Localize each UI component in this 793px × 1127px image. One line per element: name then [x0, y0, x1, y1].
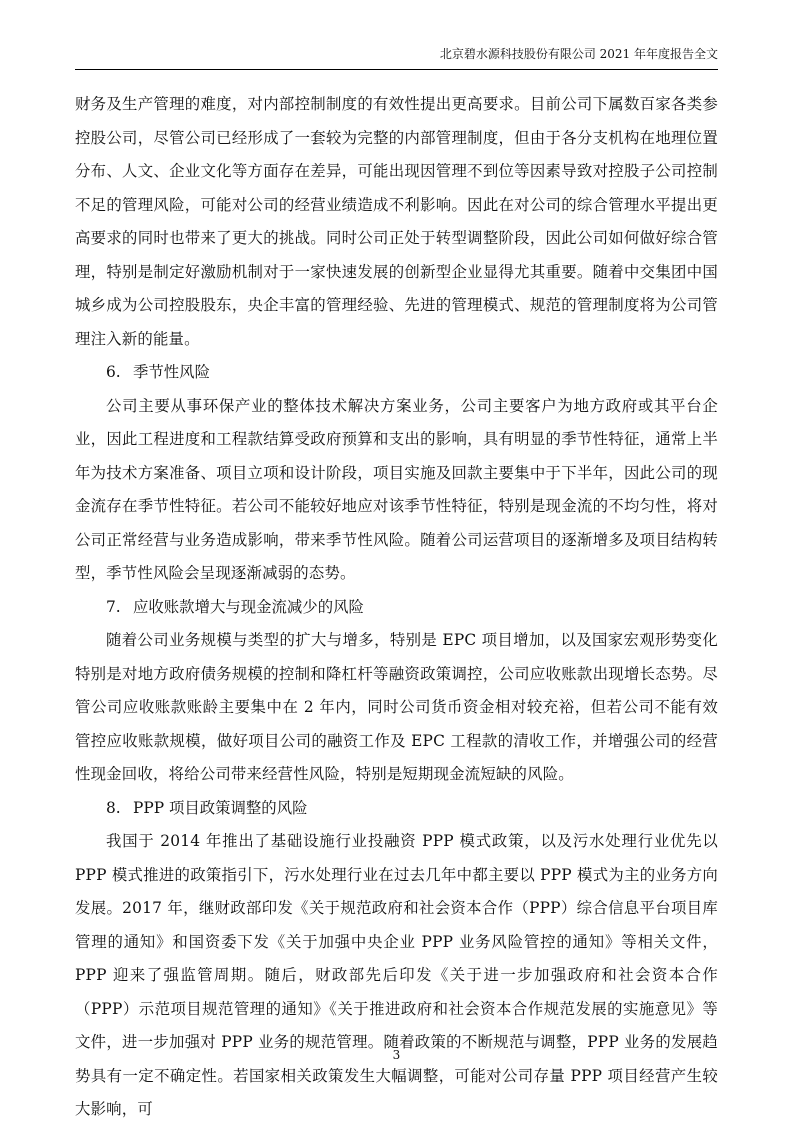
section-heading-receivables-risk: [75, 591, 718, 625]
section-title: PPP 项目政策调整的风险: [133, 798, 308, 817]
paragraph-management-risk: 财务及生产管理的难度，对内部控制制度的有效性提出更高要求。目前公司下属数百家各类参控股公司，尽管公司已经形成了一套较为完整的内部管理制度，但由于各分支机构在地理位置分布、人文、企业文化等方面存在差异，可能出现因管理不到位等因素导致对控股子公司控制不足的管理风险，可能对公司的经营业绩造成不利影响。因此在对公司的综合管理水平提出更高要求的同时也带来了更大的挑战。同时公司正处于转型调整阶段，因此公司如何做好综合管理，特别是制定好激励机制对于一家快速发展的创新型企业显得尤其重要。随着中交集团中国城乡成为公司控股股东，央企丰富的管理经验、先进的管理模式、规范的管理制度将为公司管理注入新的能量。: [75, 95, 718, 348]
section-heading-ppp-policy-risk: [75, 792, 718, 826]
paragraph-receivables-risk: 随着公司业务规模与类型的扩大与增多，特别是 EPC 项目增加，以及国家宏观形势变化特别是对地方政府债务规模的控制和降杠杆等融资政策调控，公司应收账款出现增长态势。尽管公司应收账款账龄主要集中在 2 年内，同时公司货币资金相对较充裕，但若公司不能有效管控应收账款规模，做好项目公司的融资工作及 EPC 工程款的清收工作，并增强公司的经营性现金回收，将给公司带来经营性风险，特别是短期现金流短缺的风险。: [75, 631, 718, 783]
page-number: 3: [392, 1048, 401, 1062]
header-divider: [75, 69, 718, 70]
section-heading-seasonal-risk: [75, 356, 718, 390]
section-number: 7.: [106, 597, 121, 616]
paragraph-ppp-policy-risk: 我国于 2014 年推出了基础设施行业投融资 PPP 模式政策，以及污水处理行业优先以 PPP 模式推进的政策指引下，污水处理行业在过去几年中都主要以 PPP 模式为主的业务方向发展。2017 年，继财政部印发《关于规范政府和社会资本合作（PPP）综合信息平台项目库管理的通知》和国资委下发《关于加强中央企业 PPP 业务风险管控的通知》等相关文件，PPP 迎来了强监管周期。随后，财政部先后印发《关于进一步加强政府和社会资本合作（PPP）示范项目规范管理的通知》《关于推进政府和社会资本合作规范发展的实施意见》等文件，进一步加强对 PPP 业务的规范管理。随着政策的不断规范与调整，PPP 业务的发展趋势具有一定不确定性。若国家相关政策发生大幅调整，可能对公司存量 PPP 项目经营产生较大影响，可: [75, 832, 718, 1118]
section-title: 应收账款增大与现金流减少的风险: [133, 597, 364, 616]
section-number: 8.: [106, 798, 121, 817]
section-number: 6.: [106, 363, 121, 381]
section-title: 季节性风险: [133, 363, 210, 381]
page-header: 北京碧水源科技股份有限公司 2021 年年度报告全文: [439, 47, 718, 61]
paragraph-seasonal-risk: 公司主要从事环保产业的整体技术解决方案业务，公司主要客户为地方政府或其平台企业，因此工程进度和工程款结算受政府预算和支出的影响，具有明显的季节性特征，通常上半年为技术方案准备、项目立项和设计阶段，项目实施及回款主要集中于下半年，因此公司的现金流存在季节性特征。若公司不能较好地应对该季节性特征，特别是现金流的不均匀性，将对公司正常经营与业务造成影响，带来季节性风险。随着公司运营项目的逐渐增多及项目结构转型，季节性风险会呈现逐渐减弱的态势。: [75, 396, 718, 582]
document-body: [75, 88, 718, 1127]
